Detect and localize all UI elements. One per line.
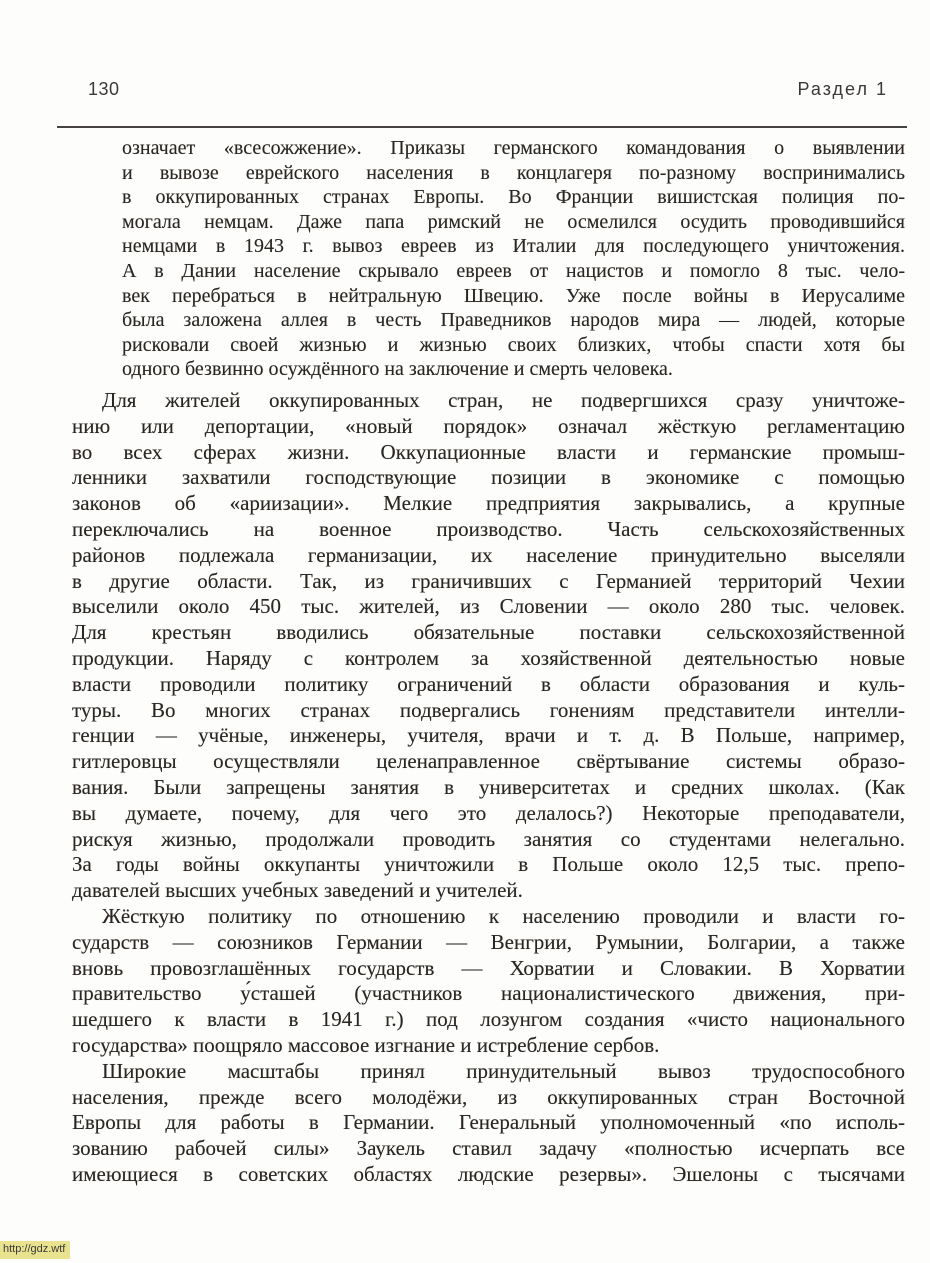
text-line: власти проводили политику ограничений в области образования и куль- [72,671,905,696]
text-line: одного безвинно осуждённого на заключение и смерть человека. [122,358,673,381]
text-line: законов об «ариизации». Мелкие предприятия закрывались, а крупные [72,491,905,516]
text-line: в другие области. Так, из граничивших с Германией территорий Чехии [72,568,905,593]
text-line: была заложена аллея в честь Праведников народов мира — людей, которые [122,309,905,332]
text-line: Для крестьян вводились обязательные поставки сельскохозяйственной [72,620,905,645]
page-number: 130 [88,79,120,99]
section-label: Раздел 1 [797,79,888,99]
text-line: имеющиеся в советских областях людские резервы». Эшелоны с тысячами [72,1161,905,1186]
paragraph [72,904,905,1059]
text-line: сударств — союзников Германии — Венгрии, Румынии, Болгарии, а также [72,929,905,954]
text-line: А в Дании население скрывало евреев от нацистов и помогло 8 тыс. чело- [122,259,905,282]
text-line: немцами в 1943 г. вывоз евреев из Италии для последующего уничтожения. [122,235,905,258]
block-quote [122,136,905,382]
paragraph [72,1059,905,1188]
text-line: туры. Во многих странах подвергались гонениям представители интелли- [72,697,905,722]
text-line: населения, прежде всего молодёжи, из оккупированных стран Восточной [72,1084,905,1109]
text-line: рисковали своей жизнью и жизнью своих близких, чтобы спасти хотя бы [122,333,905,356]
text-line: генции — учёные, инженеры, учителя, врачи и т. д. В Польше, например, [72,723,905,748]
text-line: За годы войны оккупанты уничтожили в Польше около 12,5 тыс. препо- [72,852,905,877]
text-line: в оккупированных странах Европы. Во Франции вишистская полиция по- [122,186,905,209]
text-line: и вывозе еврейского населения в концлагеря по-разному воспринимались [122,161,905,184]
text-line: Для жителей оккупированных стран, не подвергшихся сразу уничтоже- [102,388,905,412]
text-line: могала немцам. Даже папа римский не осмелился осудить проводившийся [122,210,905,233]
body-text [72,388,905,1188]
text-line: ленники захватили господствующие позиции в экономике с помощью [72,465,905,490]
text-line: гитлеровцы осуществляли целенаправленное свёртывание системы образо- [72,749,905,774]
text-line: давателей высших учебных заведений и учителей. [72,878,523,903]
text-line: рискуя жизнью, продолжали проводить занятия со студентами нелегально. [72,826,905,851]
text-line: шедшего к власти в 1941 г.) под лозунгом создания «чисто национального [72,1007,905,1032]
text-line: Широкие масштабы принял принудительный вывоз трудоспособного [102,1058,905,1083]
watermark-link: http://gdz.wtf [0,1241,70,1259]
text-line: Европы для работы в Германии. Генеральный уполномоченный «по исполь- [72,1110,905,1135]
text-line: век перебраться в нейтральную Швецию. Уже после войны в Иерусалиме [122,284,905,307]
text-line: вновь провозглашённых государств — Хорватии и Словакии. В Хорватии [72,955,905,980]
text-line: государства» поощряло массовое изгнание и истребление сербов. [72,1032,660,1057]
text-line: выселили около 450 тыс. жителей, из Словении — около 280 тыс. человек. [72,594,905,619]
header-rule [57,126,907,128]
text-line: продукции. Наряду с контролем за хозяйственной деятельностью новые [72,645,905,670]
text-line: означает «всесожжение». Приказы германского командования о выявлении [122,137,905,159]
text-line: правительство у́сташей (участников националистического движения, при- [72,981,905,1006]
text-line: вы думаете, почему, для чего это делалось?) Некоторые преподаватели, [72,800,905,825]
text-line: вания. Были запрещены занятия в университетах и средних школах. (Как [72,774,905,799]
text-line: нию или депортации, «новый порядок» означал жёсткую регламентацию [72,413,905,438]
text-line: во всех сферах жизни. Оккупационные власти и германские промыш- [72,439,905,464]
text-line: Жёсткую политику по отношению к населению проводили и власти го- [102,903,905,928]
text-line: зованию рабочей силы» Заукель ставил задачу «полностью исчерпать все [72,1136,905,1161]
text-line: районов подлежала германизации, их население принудительно выселяли [72,542,905,567]
text-line: переключались на военное производство. Часть сельскохозяйственных [72,516,905,541]
paragraph [72,388,905,904]
